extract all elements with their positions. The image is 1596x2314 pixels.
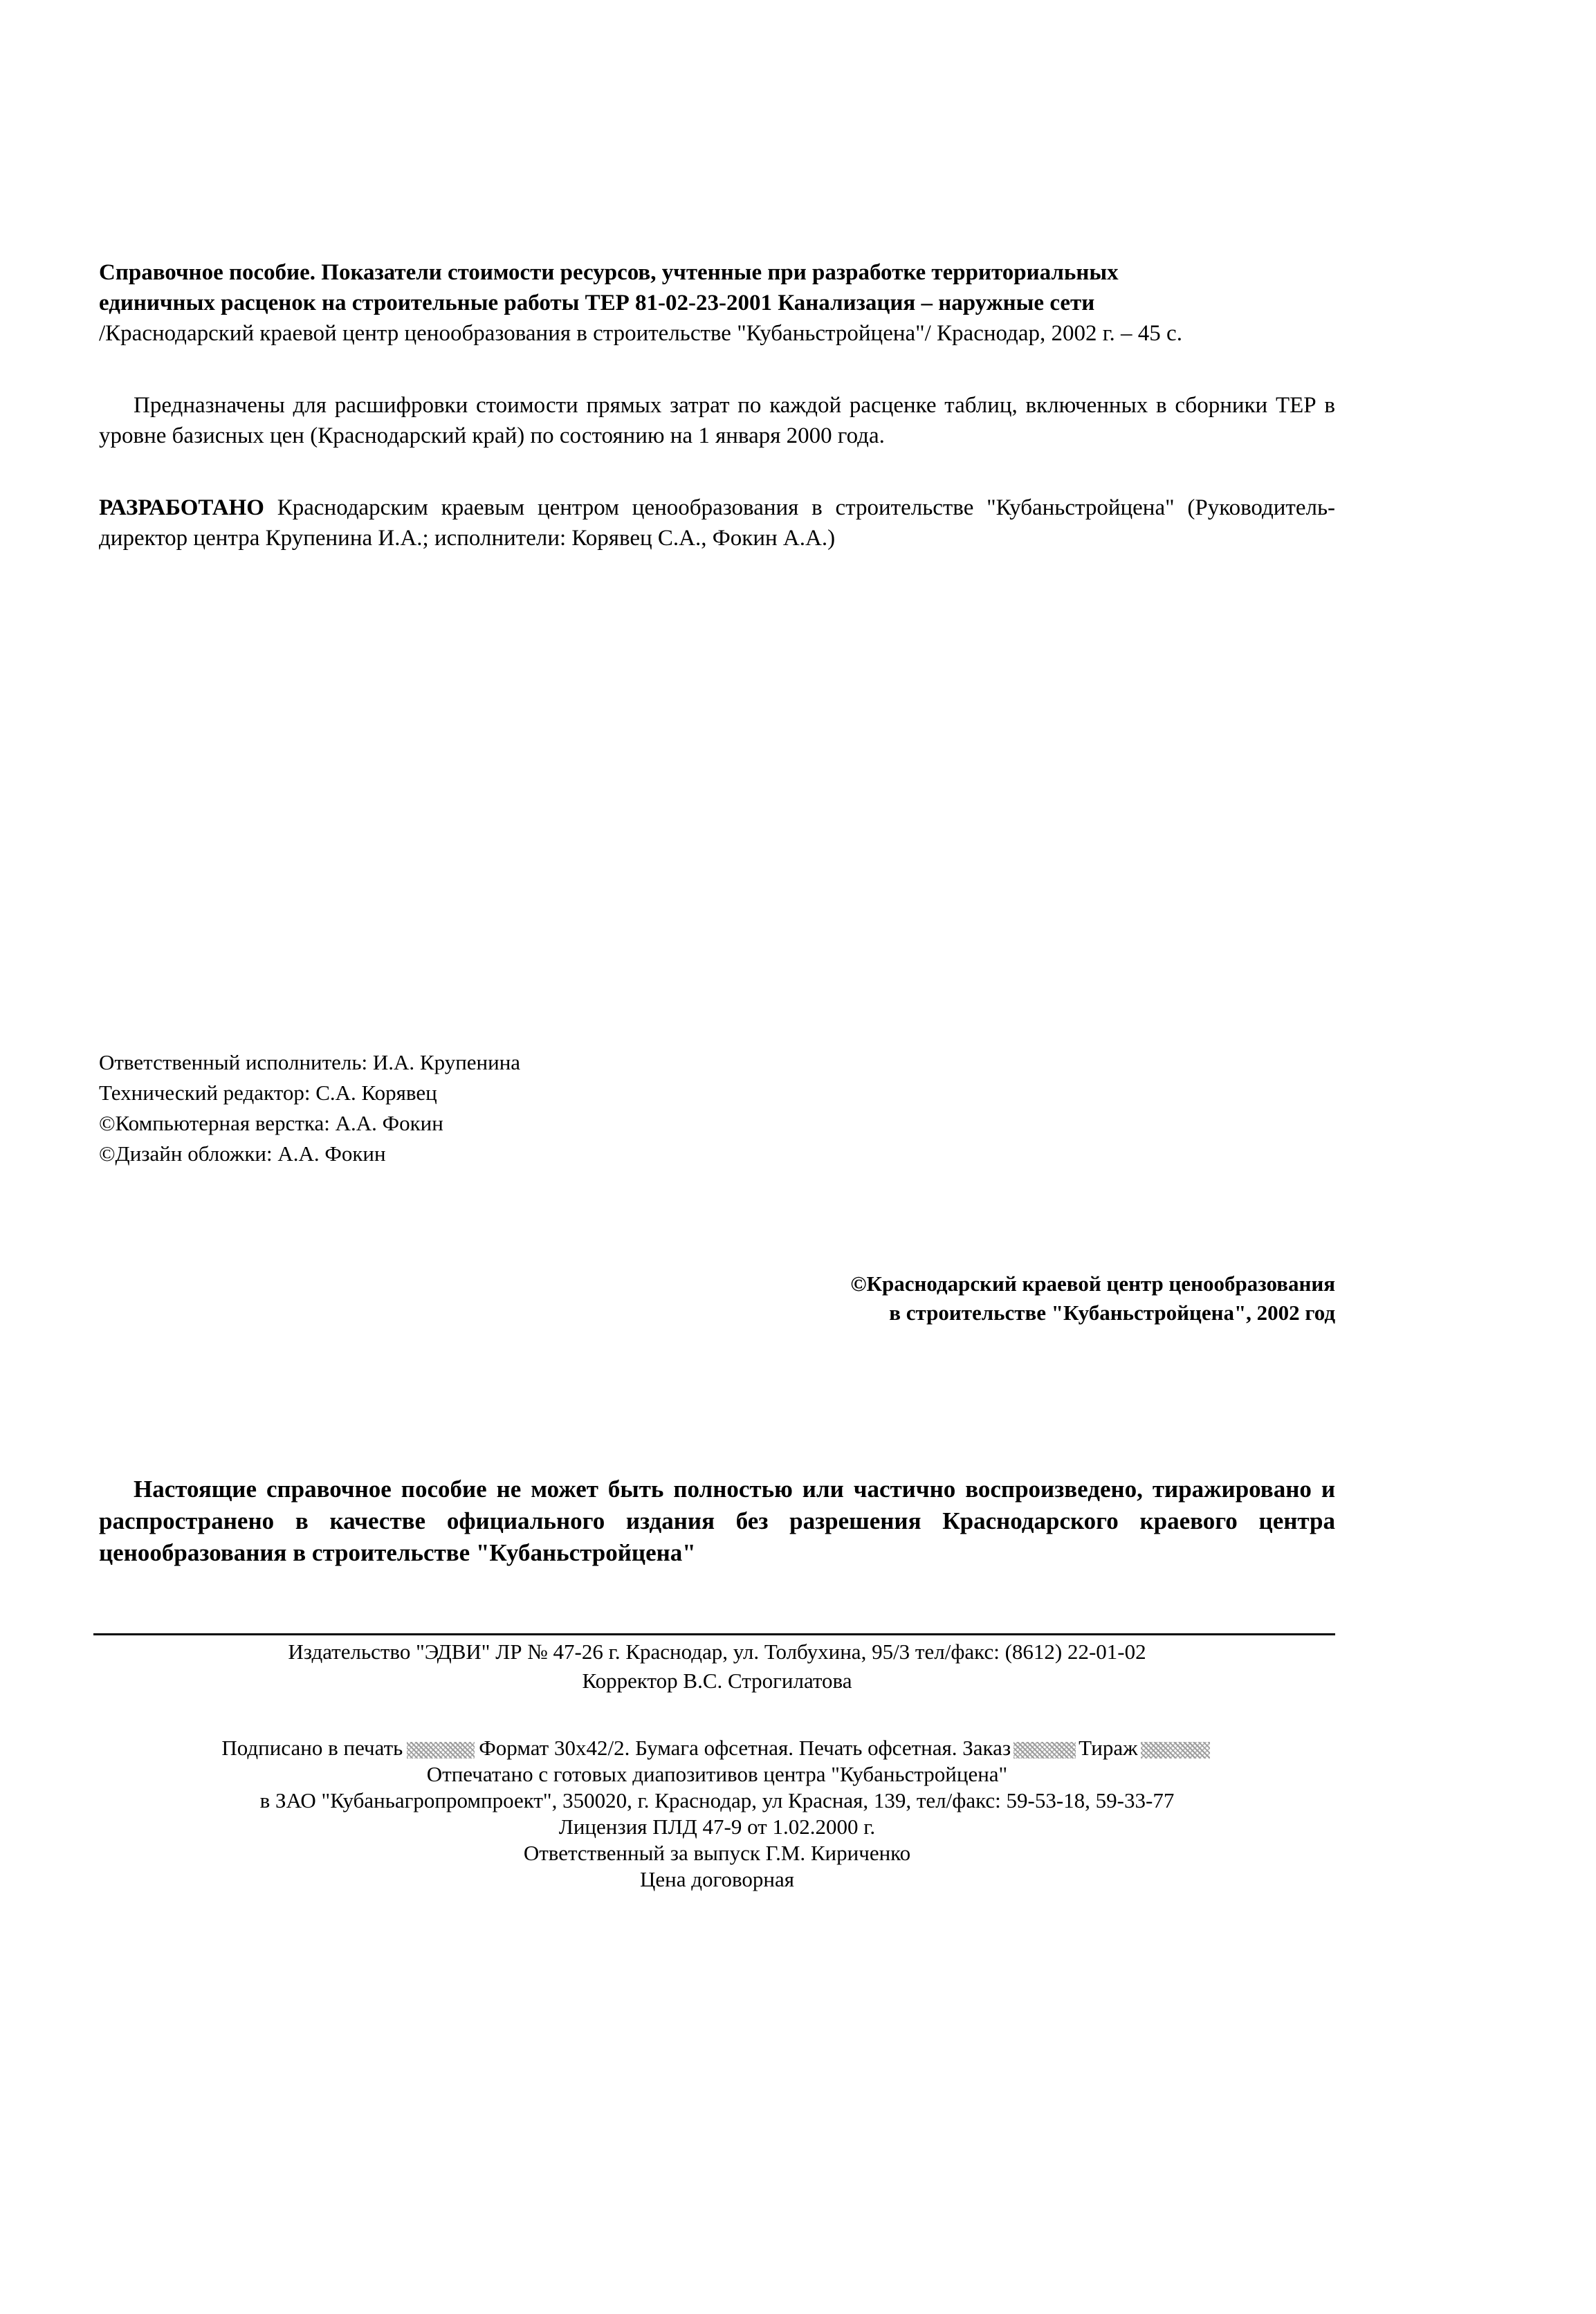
printer-address-line: в ЗАО "Кубаньагропромпроект", 350020, г. Краснодар, ул Красная, 139, тел/факс: 59-53-18, 59-33-77 [259,1788,1175,1812]
developed-label: РАЗРАБОТАНО [99,495,264,520]
order-number-smudge [1013,1742,1076,1759]
reproduction-notice-text: Настоящие справочное пособие не может быть полностью или частично воспроизведено, тиражировано и распространено в качестве официального издания без разрешения Краснодарского краевого центра ценообразования в строительстве "Кубаньстройцена" [99,1476,1335,1566]
print-info [99,1735,1335,1893]
credits-list [99,1047,791,1169]
responsible-release-line: Ответственный за выпуск Г.М. Кириченко [523,1841,911,1865]
run-label: Тираж [1079,1736,1138,1760]
print-signed-line [99,1735,1335,1761]
credit-responsible: Ответственный исполнитель: И.А. Крупенина [99,1050,521,1074]
publisher-info [99,1637,1335,1696]
copyright-line-2: в строительстве "Кубаньстройцена", 2002 год [889,1301,1335,1325]
credit-tech-editor: Технический редактор: С.А. Корявец [99,1081,437,1105]
bibliography-line-1: Справочное пособие. Показатели стоимости ресурсов, учтенные при разработке территориальных [99,260,1119,285]
copyright-notice [692,1269,1335,1328]
reproduction-notice [99,1473,1335,1569]
run-number-smudge [1141,1742,1210,1759]
signed-label: Подписано в печать [221,1736,403,1760]
copyright-line-1: ©Краснодарский краевой центр ценообразования [850,1271,1335,1296]
credit-cover-design: ©Дизайн обложки: А.А. Фокин [99,1141,386,1166]
publisher-line: Издательство "ЭДВИ" ЛР № 47-26 г. Краснодар, ул. Толбухина, 95/3 тел/факс: (8612) 22-01-02 [288,1640,1146,1664]
bibliographic-reference [99,257,1335,349]
horizontal-divider [93,1633,1335,1635]
printed-from-line: Отпечатано с готовых диапозитивов центра "Кубаньстройцена" [426,1762,1008,1786]
developed-by-section [99,493,1335,553]
purpose-text: Предназначены для расшифровки стоимости прямых затрат по каждой расценке таблиц, включенных в сборники ТЕР в уровне базисных цен (Краснодарский край) по состоянию на 1 января 2000 года. [99,393,1335,448]
format-text: Формат 30x42/2. Бумага офсетная. Печать офсетная. [479,1736,957,1760]
bibliography-line-3: /Краснодарский краевой центр ценообразования в строительстве "Кубаньстройцена"/ Краснодар, 2002 г. – 45 с. [99,321,1182,346]
license-line: Лицензия ПЛД 47-9 от 1.02.2000 г. [558,1815,876,1839]
purpose-section [99,390,1335,451]
proofreader-line: Корректор В.С. Строгилатова [582,1669,852,1693]
credit-layout: ©Компьютерная верстка: А.А. Фокин [99,1111,443,1135]
bibliography-line-2: единичных расценок на строительные работы ТЕР 81-02-23-2001 Канализация – наружные сети [99,291,1095,315]
developed-text: Краснодарским краевым центром ценообразования в строительстве "Кубаньстройцена" (Руководитель-директор центра Крупенина И.А.; исполнители: Корявец С.А., Фокин А.А.) [99,495,1335,551]
signed-date-smudge [407,1742,475,1759]
developed-paragraph [99,493,1335,553]
order-label: Заказ [962,1736,1011,1760]
price-line: Цена договорная [640,1867,794,1891]
